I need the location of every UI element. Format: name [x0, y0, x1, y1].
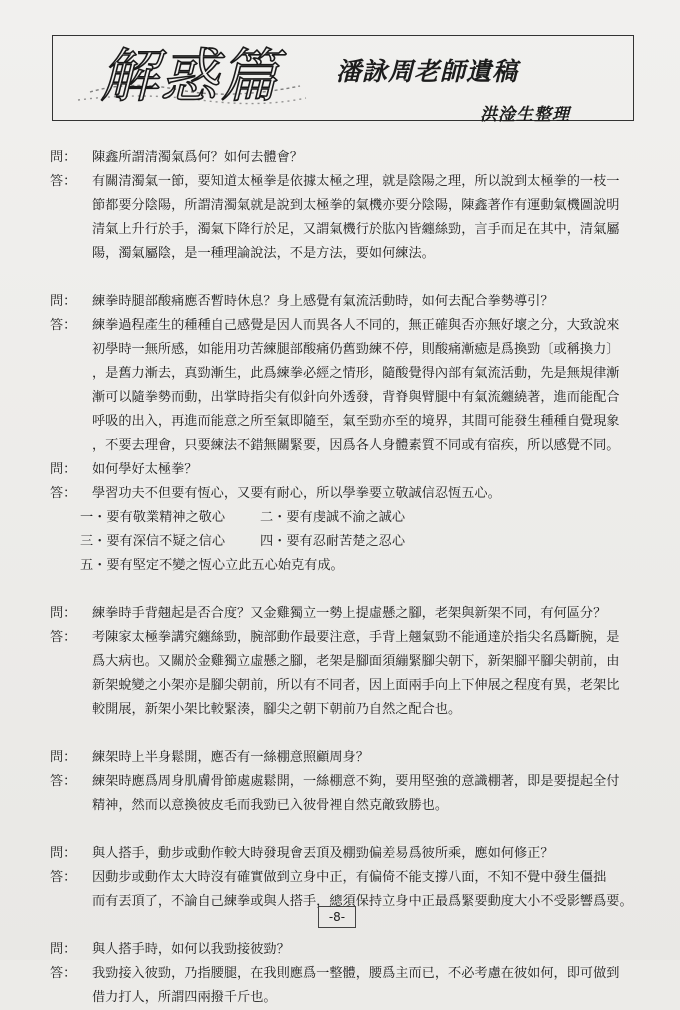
- qa-block: [50, 602, 650, 722]
- question-label: 問：: [50, 294, 77, 309]
- virtue-item: 三・要有深信不疑之信心: [80, 534, 226, 549]
- logo-text: 解惑篇: [99, 42, 281, 110]
- question-label: 問：: [50, 750, 77, 765]
- qa-block: [50, 746, 650, 818]
- calligraphy-title-logo: [70, 40, 310, 112]
- answer-text: 學習功夫不但要有恆心，又要有耐心，所以學拳要立敬誠信忍恆五心。: [92, 486, 501, 501]
- answer-text: 有關清濁氣一節，要知道太極拳是依據太極之理，就是陰陽之理，所以說到太極拳的一枝一 節都要分陰陽，所謂清濁氣就是說到太極拳的氣機亦要分陰陽，陳鑫著作有運動氣機圖說明 清氣上升行於手，濁氣下降行於足，又謂氣機行於肱內皆纏絲勁，言手而足在其中，清氣屬 陽，濁氣屬陰，是一種理論說法，不是方法，要如何練法。: [92, 174, 620, 261]
- virtue-item: 四・要有忍耐苦楚之忍心: [260, 534, 406, 549]
- qa-block: [50, 290, 650, 458]
- question-text: 練拳時手背翹起是否合度？又金雞獨立一勢上提虛懸之腳，老架與新架不同，有何區分？: [92, 606, 607, 621]
- answer-text: 練架時應爲周身肌膚骨節處處鬆開，一絲棚意不夠，要用堅強的意識棚著，即是要提起全付 精神，然而以意換彼皮毛而我勁已入彼骨裡自然克敵致勝也。: [92, 774, 620, 813]
- qa-block: [50, 458, 650, 578]
- answer-label: 答：: [50, 966, 77, 981]
- author-title: 潘詠周老師遺稿: [336, 57, 519, 86]
- qa-block: [50, 146, 650, 266]
- question-text: 陳鑫所謂清濁氣爲何？如何去體會？: [92, 150, 303, 165]
- question-label: 問：: [50, 462, 77, 477]
- answer-label: 答：: [50, 870, 77, 885]
- page-number: -8-: [318, 906, 356, 928]
- answer-text: 練拳過程產生的種種自己感覺是因人而異各人不同的，無正確與否亦無好壞之分，大致說來 初學時一無所感，如能用功苦練腿部酸痛仍舊勁練不停，則酸痛漸癒是爲換勁〔或稱換力〕 ，是舊力漸去，真勁漸生，此爲練拳必經之情形，隨酸覺得內部有氣流活動，先是無規律漸 漸可以隨拳勢而動，出掌時指尖有似針向外透發，背脊與臂腿中有氣流纏繞著，進而能配合 呼吸的出入，再進而能意之所至氣即隨至，氣至勁亦至的境界，其間可能發生種種自覺現象 ，不要去理會，只要練法不錯無關緊要，因爲各人身體素質不同或有宿疾，所以感覺不同。: [92, 318, 620, 453]
- question-label: 問：: [50, 606, 77, 621]
- virtue-item: 一・要有敬業精神之敬心: [80, 510, 226, 525]
- editor-credit: 洪淦生整理: [480, 105, 570, 125]
- answer-text: 因動步或動作太大時沒有確實做到立身中正，有偏倚不能支撐八面，不知不覺中發生僵拙 而有丟頂了，不論自己練拳或與人搭手，總須保持立身中正最爲緊要動度大小不受影響爲要。: [92, 870, 633, 909]
- answer-text: 考陳家太極拳講究纏絲勁，腕部動作最要注意，手背上翹氣勁不能通達於指尖名爲斷腕，是 爲大病也。又關於金雞獨立虛懸之腳，老架是腳面須繃緊腳尖朝下，新架腳平腳尖朝前，由 新架蛻變之小架亦是腳尖朝前，所以有不同者，因上面兩手向上下伸展之程度有異，老架比 較開展，新架小架比較緊湊，腳尖之朝下朝前乃自然之配合也。: [92, 630, 620, 717]
- question-label: 問：: [50, 942, 77, 957]
- answer-label: 答：: [50, 486, 77, 501]
- five-virtues-list: [50, 506, 650, 578]
- question-label: 問：: [50, 846, 77, 861]
- question-text: 與人搭手時，如何以我勁接彼勁？: [92, 942, 290, 957]
- answer-label: 答：: [50, 318, 77, 333]
- qa-content: [50, 146, 650, 1010]
- qa-block: [50, 938, 650, 1010]
- question-text: 練架時上半身鬆開，應否有一絲棚意照顧周身？: [92, 750, 369, 765]
- question-label: 問：: [50, 150, 77, 165]
- answer-label: 答：: [50, 174, 77, 189]
- virtue-item: 五・要有堅定不變之恆心立此五心始克有成。: [80, 558, 344, 573]
- answer-text: 我勁接入彼勁，乃指腰腿，在我則應爲一整體，腰爲主而已，不必考慮在彼如何，即可做到 借力打人，所謂四兩撥千斤也。: [92, 966, 620, 1005]
- title-logo: [70, 40, 310, 112]
- question-text: 如何學好太極拳？: [92, 462, 198, 477]
- question-text: 與人搭手，動步或動作較大時發現會丟頂及棚勁偏差易爲彼所乘，應如何修正？: [92, 846, 554, 861]
- answer-label: 答：: [50, 774, 77, 789]
- answer-label: 答：: [50, 630, 77, 645]
- question-text: 練拳時腿部酸痛應否暫時休息？身上感覺有氣流活動時，如何去配合拳勢導引？: [92, 294, 554, 309]
- virtue-item: 二・要有虔誠不渝之誠心: [260, 510, 406, 525]
- qa-block: [50, 842, 650, 914]
